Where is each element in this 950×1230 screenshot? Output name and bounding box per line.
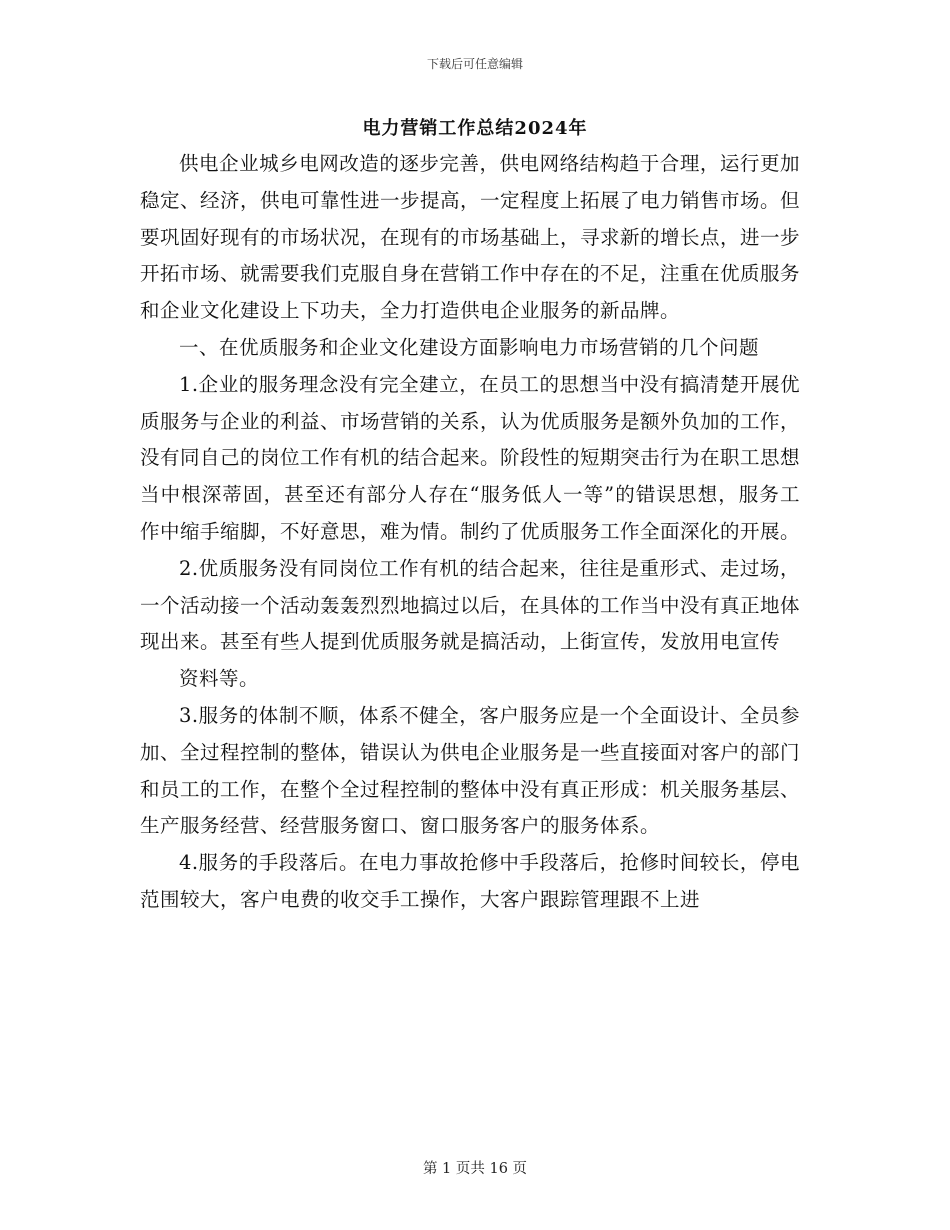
section-heading-problems: 一、在优质服务和企业文化建设方面影响电力市场营销的几个问题 bbox=[179, 335, 760, 359]
document-title: 电力营销工作总结2024年 bbox=[362, 118, 588, 139]
paragraph-item-1: 1.企业的服务理念没有完全建立，在员工的思想当中没有搞清楚开展优质服务与企业的利益、市场营销的关系，认为优质服务是额外负加的工作，没有同自己的岗位工作有机的结合起来。阶段性的短期突击行为在职工思想当中根深蒂固，甚至还有部分人存在“服务低人一等”的错误思想，服务工作中缩手缩脚，不好意思，难为情。制约了优质服务工作全面深化的开展。 bbox=[140, 372, 801, 543]
page-header: 下载后可任意编辑 bbox=[426, 57, 523, 71]
paragraph-item-3: 3.服务的体制不顺，体系不健全，客户服务应是一个全面设计、全员参加、全过程控制的整体，错误认为供电企业服务是一些直接面对客户的部门和员工的工作，在整个全过程控制的整体中没有真正形成：机关服务基层、生产服务经营、经营服务窗口、窗口服务客户的服务体系。 bbox=[140, 703, 801, 838]
document-body bbox=[140, 146, 800, 919]
page-number: 第 1 页共 16 页 bbox=[422, 1161, 528, 1177]
paragraph-item-2-continuation: 资料等。 bbox=[179, 667, 260, 691]
paragraph-item-4: 4.服务的手段落后。在电力事故抢修中手段落后，抢修时间较长，停电范围较大，客户电费的收交手工操作，大客户跟踪管理跟不上进 bbox=[140, 851, 800, 911]
paragraph-intro: 供电企业城乡电网改造的逐步完善，供电网络结构趋于合理，运行更加稳定、经济，供电可靠性进一步提高，一定程度上拓展了电力销售市场。但要巩固好现有的市场状况，在现有的市场基础上，寻求新的增长点，进一步开拓市场、就需要我们克服自身在营销工作中存在的不足，注重在优质服务和企业文化建设上下功夫，全力打造供电企业服务的新品牌。 bbox=[140, 152, 801, 323]
paragraph-item-2: 2.优质服务没有同岗位工作有机的结合起来，往往是重形式、走过场，一个活动接一个活动轰轰烈烈地搞过以后，在具体的工作当中没有真正地体现出来。甚至有些人提到优质服务就是搞活动，上街宣传，发放用电宣传 bbox=[140, 556, 801, 654]
